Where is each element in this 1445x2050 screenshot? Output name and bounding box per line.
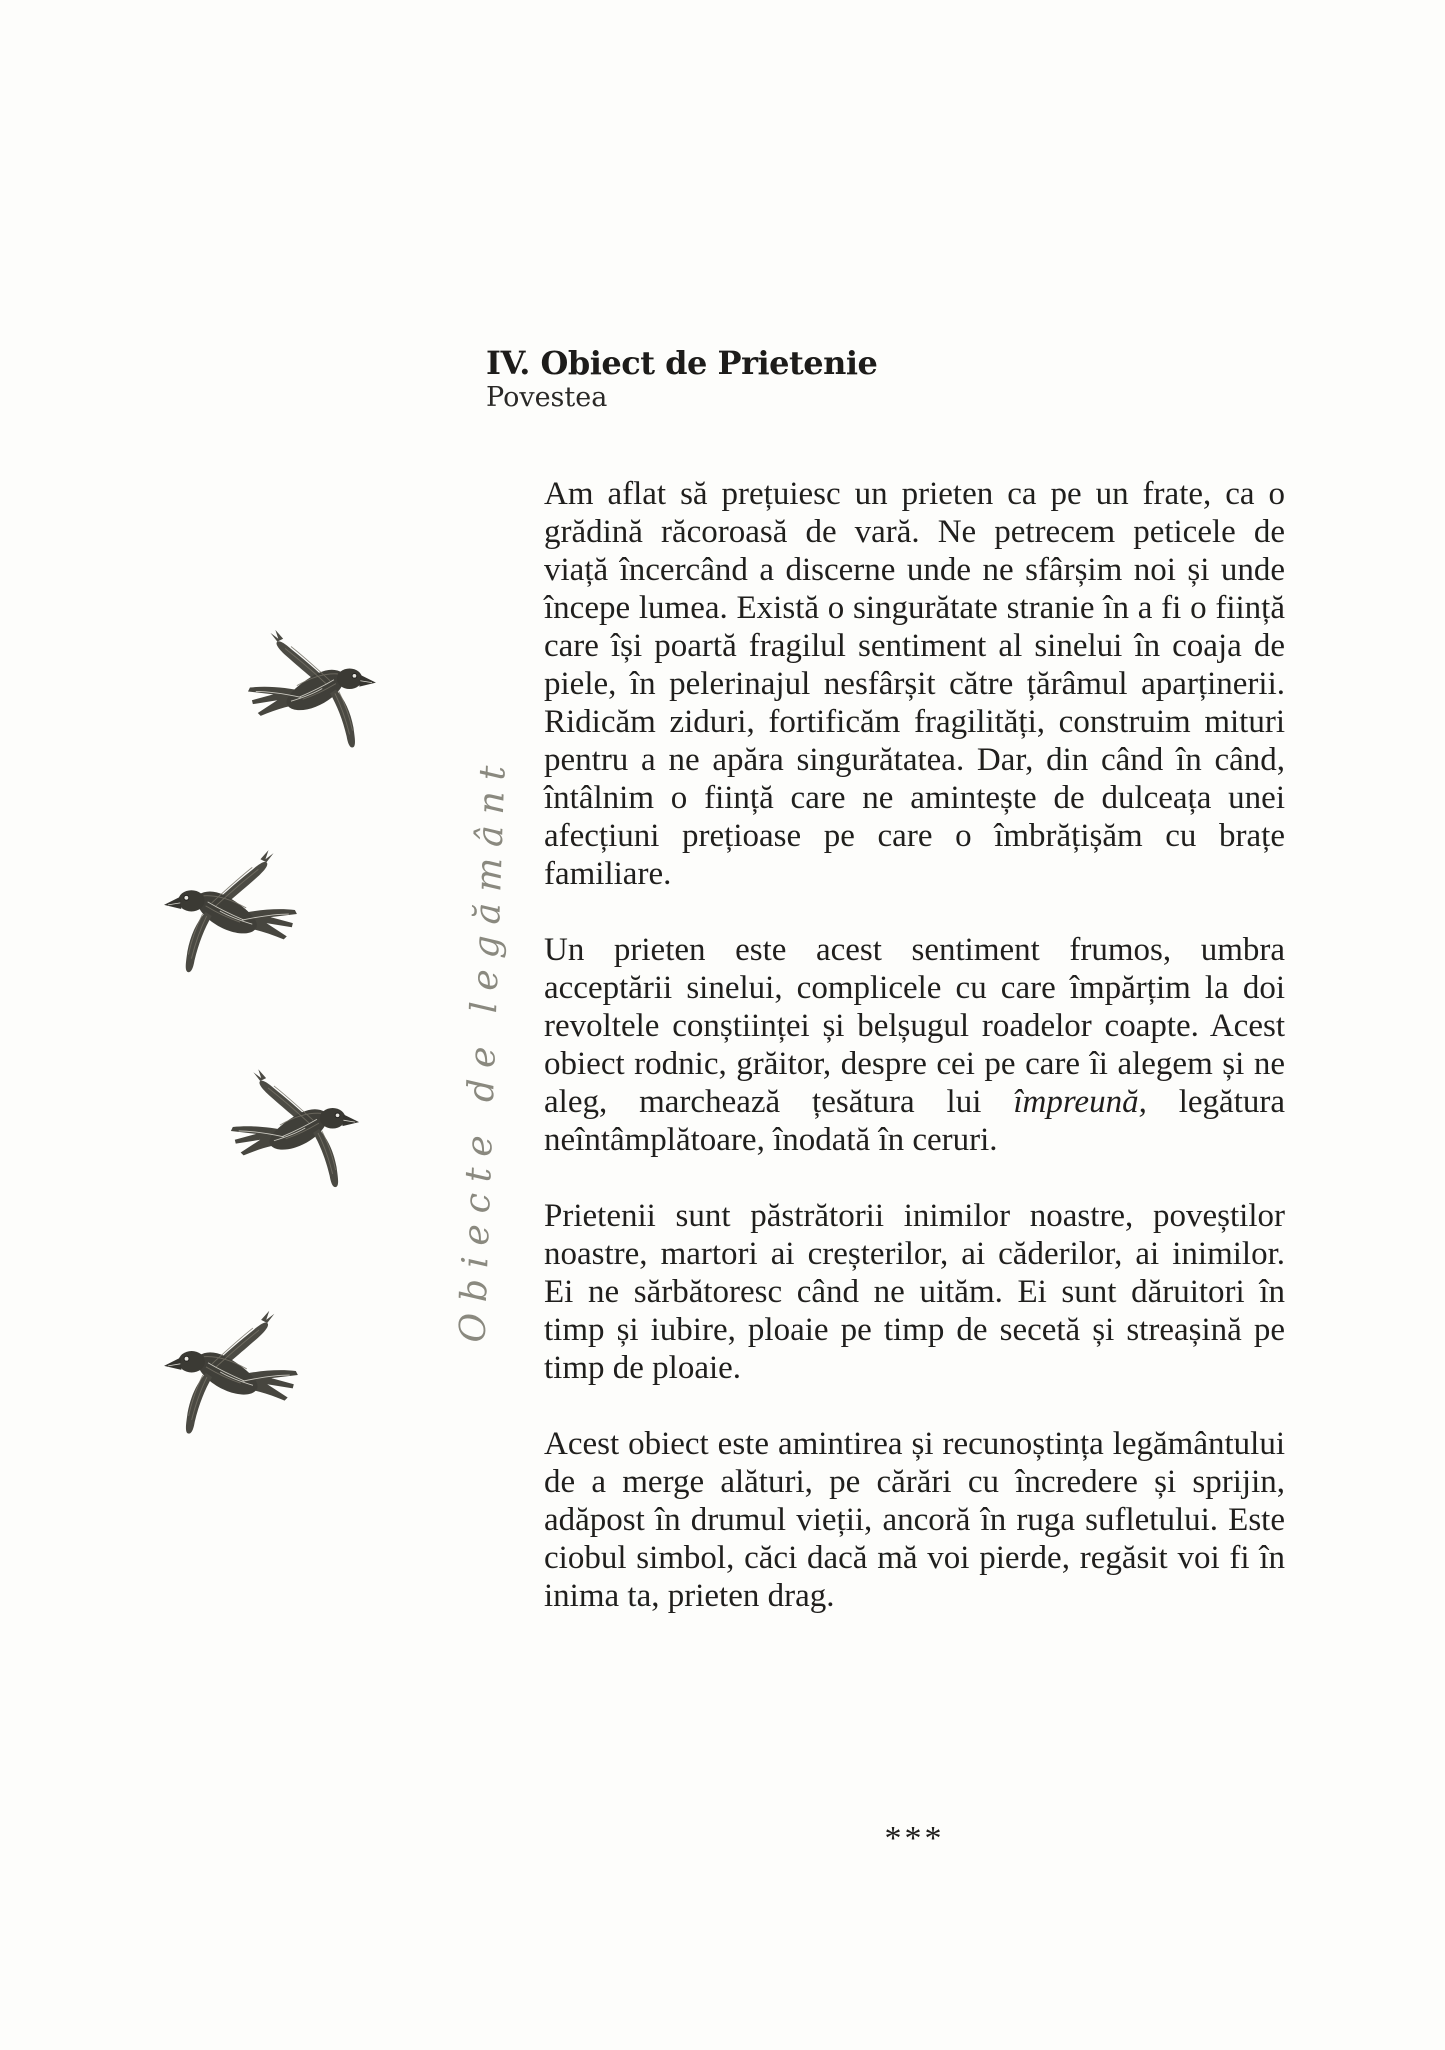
bird-flying-right-icon [225, 1059, 362, 1199]
chapter-heading [486, 346, 877, 413]
article-paragraphs [544, 475, 1285, 1653]
paragraph: Un prieten este acest sentiment frumos, umbra acceptării sinelui, complicele cu care împărțim la doi revoltele conștiinței și belșugul roadelor coapte. Acest obiect rodnic, grăitor, despre cei pe care îi alegem și ne aleg, marchează țesătura lui împreună, legătura neîntâmplătoare, înodată în ceruri. [544, 932, 1285, 1158]
chapter-title: IV. Obiect de Prietenie [486, 344, 878, 382]
paragraph: Am aflat să prețuiesc un prieten ca pe un frate, ca o grădină răcoroasă de vară. Ne petrecem peticele de viață încercând a discerne unde ne sfârșim noi și unde începe lumea. Există o singurătate stranie în a fi o ființă care își poartă fragilul sentiment al sinelui în coaja de piele, în pelerinajul nesfârșit către țărâmul aparținerii. Ridicăm ziduri, fortificăm fragilități, construim mituri pentru a ne apăra singurătatea. Dar, din când în când, întâlnim o ființă care ne amintește de dulceața unei afecțiuni prețioase pe care o îmbrățișăm cu brațe familiare. [544, 476, 1285, 892]
paragraph: Acest obiect este amintirea și recunoștința legământului de a merge alături, pe cărări cu încredere și sprijin, adăpost în drumul vieții, ancoră în ruga sufletului. Este ciobul simbol, căci dacă mă voi pierde, regăsit voi fi în inima ta, prieten drag. [544, 1426, 1285, 1614]
paragraph: Prietenii sunt păstrătorii inimilor noastre, poveștilor noastre, martori ai creșterilor, ai căderilor, ai inimilor. Ei ne sărbătoresc când ne uităm. Ei sunt dăruitori în timp și iubire, ploaie pe timp de secetă și streașină pe timp de ploaie. [544, 1198, 1285, 1386]
bird-flying-left-icon [161, 842, 303, 982]
chapter-subtitle: Povestea [486, 382, 608, 413]
bird-flying-left-icon [161, 1302, 304, 1444]
margin-note-vertical: Obiecte de legământ [452, 754, 515, 1344]
bird-flying-right-icon [242, 627, 379, 752]
section-separator: *** [884, 1820, 945, 1857]
